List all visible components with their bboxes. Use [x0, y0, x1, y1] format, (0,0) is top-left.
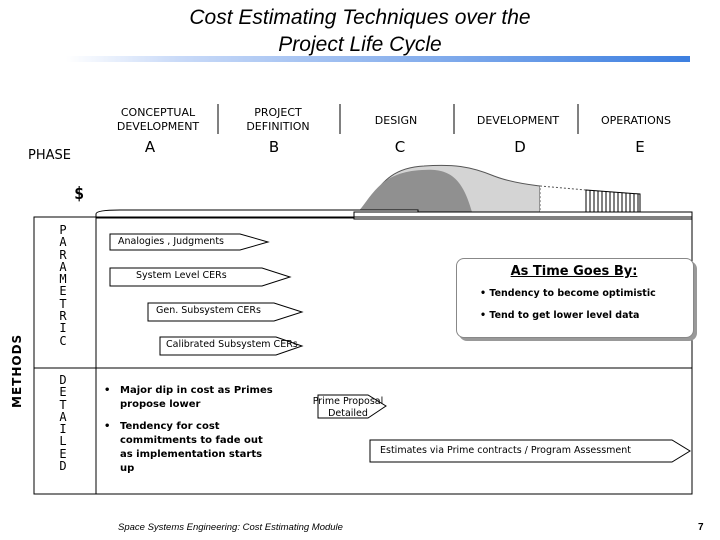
- detailed-label: D E T A I L E D: [59, 373, 67, 474]
- phase-letter-a: A: [144, 138, 156, 156]
- phase-b-line1: PROJECT: [254, 106, 302, 119]
- arrow-calibrated-cers-text: Calibrated Subsystem CERs: [166, 339, 298, 350]
- note-item-lower-level: • Tend to get lower level data: [480, 310, 640, 321]
- phase-letter-b: B: [268, 138, 280, 156]
- phase-letter-e: E: [635, 138, 645, 156]
- bullet-text: Major dip in cost as Primes propose lower: [120, 385, 273, 410]
- phase-e-line1: OPERATIONS: [601, 114, 671, 127]
- estimates-text: Estimates via Prime contracts / Program Assessment: [380, 445, 631, 456]
- title-line-2: Project Life Cycle: [278, 33, 442, 56]
- parametric-label: P A R A M E T R I C: [59, 223, 67, 348]
- prime-proposal-line2: Detailed: [328, 408, 368, 419]
- bullet-dot: •: [104, 385, 111, 396]
- page-number: 7: [698, 522, 704, 533]
- bullet-commitments: [104, 420, 274, 476]
- prime-proposal-text: [312, 396, 384, 420]
- dollar-label: $: [74, 184, 85, 204]
- detailed-bullet-list: [104, 384, 274, 476]
- cost-hump-transition: [540, 186, 586, 212]
- phase-row-label: PHASE: [28, 148, 71, 163]
- bullet-text: Tendency for cost commitments to fade out as implementation starts up: [120, 421, 263, 474]
- note-item-optimistic: • Tendency to become optimistic: [480, 288, 656, 299]
- arrow-analogies-text: Analogies , Judgments: [118, 236, 224, 247]
- phase-a-line2: DEVELOPMENT: [116, 120, 200, 133]
- arrow-subsystem-cers-text: Gen. Subsystem CERs: [156, 305, 261, 316]
- as-time-goes-by-title: As Time Goes By:: [510, 264, 638, 279]
- phase-letter-d: D: [514, 138, 526, 156]
- operations-cost-hatch: [586, 190, 640, 212]
- phase-d-line1: DEVELOPMENT: [476, 114, 560, 127]
- footer-text: Space Systems Engineering: Cost Estimating Module: [118, 522, 343, 533]
- phase-letter-c: C: [394, 138, 406, 156]
- bullet-dot: •: [104, 421, 111, 432]
- phase-c-line1: DESIGN: [374, 114, 418, 127]
- title-line-1: Cost Estimating Techniques over the: [189, 6, 531, 29]
- bullet-cost-dip: [104, 384, 274, 412]
- later-phase-ribbon: [354, 212, 692, 219]
- phase-a-line1: CONCEPTUAL: [120, 106, 196, 119]
- prime-proposal-line1: Prime Proposal: [312, 396, 384, 407]
- methods-label: METHODS: [10, 333, 24, 408]
- arrow-system-cers-text: System Level CERs: [136, 270, 227, 281]
- phase-b-line2: DEFINITION: [246, 120, 310, 133]
